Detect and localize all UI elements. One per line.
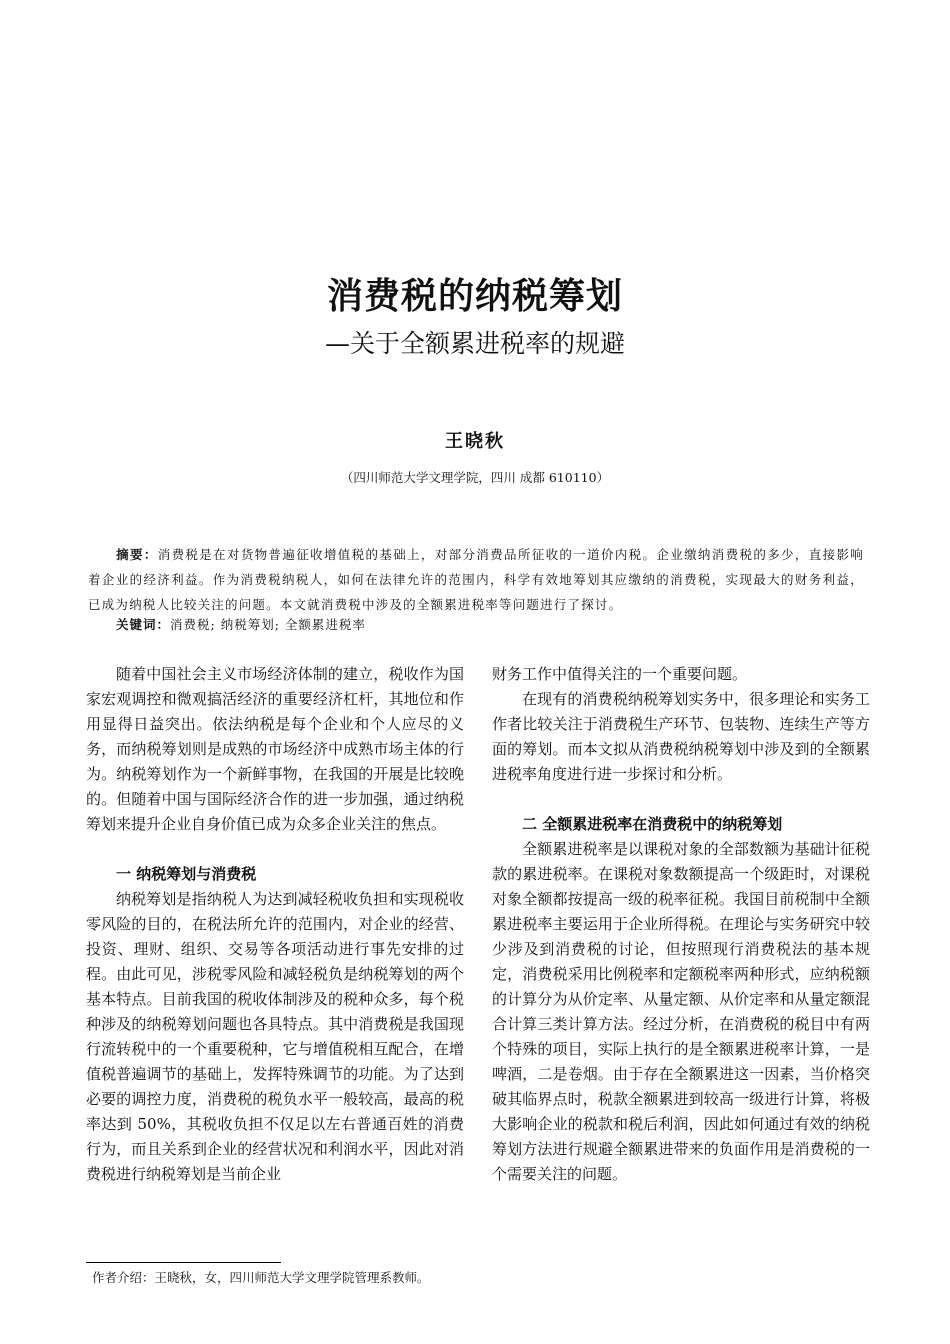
continuation-paragraph: 财务工作中值得关注的一个重要问题。 — [492, 665, 748, 683]
paper-subtitle: —关于全额累进税率的规避 — [324, 329, 625, 358]
keywords-text: 消费税; 纳税筹划; 全额累进税率 — [170, 617, 366, 632]
section-2-heading: 二 全额累进税率在消费税中的纳税筹划 — [522, 815, 783, 833]
abstract — [88, 542, 864, 617]
section-1-paragraph: 纳税筹划是指纳税人为达到减轻税收负担和实现税收零风险的目的，在税法所允许的范围内，对企业的经营、投资、理财、组织、交易等各项活动进行事先安排的过程。由此可见，涉税零风险和减轻税负是纳税筹划的两个基本特点。目前我国的税收体制涉及的税种众多，每个税种涉及的纳税筹划问题也各具特点。其中消费税是我国现行流转税中的一个重要税种，它与增值税相互配合，在增值税普遍调节的基础上，发挥特殊调节的功能。为了达到必要的调控力度，消费税的税负水平一般较高，最高的税率达到 50%，其税收负担不仅足以左右普通百姓的消费行为，而且关系到企业的经营状况和利润水平，因此对消费税进行纳税筹划是当前企业 — [86, 890, 464, 1183]
right-column — [492, 662, 870, 1187]
footnote-rule — [86, 1262, 281, 1263]
section-2-paragraph: 全额累进税率是以课税对象的全部数额为基础计征税款的累进税率。在课税对象数额提高一个级距时，对课税对象全额都按提高一级的税率征税。我国目前税制中全额累进税率主要运用于企业所得税。在理论与实务研究中较少涉及到消费税的讨论，但按照现行消费税法的基本规定，消费税采用比例税率和定额税率两种形式，应纳税额的计算分为从价定率、从量定额、从价定率和从量定额混合计算三类计算方法。经过分析，在消费税的税目中有两个特殊的项目，实际上执行的是全额累进税率计算，一是啤酒，二是卷烟。由于存在全额累进这一因素，当价格突破其临界点时，税款全额累进到较高一级进行计算，将极大影响企业的税款和税后利润，因此如何通过有效的纳税筹划方法进行规避全额累进带来的负面作用是消费税的一个需要关注的问题。 — [492, 840, 870, 1183]
abstract-text: 消费税是在对货物普遍征收增值税的基础上，对部分消费品所征收的一道价内税。企业缴纳消费税的多少，直接影响着企业的经济利益。作为消费税纳税人，如何在法律允许的范围内，科学有效地筹划其应缴纳的消费税，实现最大的财务利益，已成为纳税人比较关注的问题。本文就消费税中涉及的全额累进税率等问题进行了探讨。 — [88, 547, 865, 612]
intro-paragraph: 随着中国社会主义市场经济体制的建立，税收作为国家宏观调控和微观搞活经济的重要经济杠杆，其地位和作用显得日益突出。依法纳税是每个企业和个人应尽的义务，而纳税筹划则是成熟的市场经济中成熟市场主体的行为。纳税筹划作为一个新鲜事物，在我国的开展是比较晚的。但随着中国与国际经济合作的进一步加强，通过纳税筹划来提升企业自身价值已成为众多企业关注的焦点。 — [86, 665, 464, 833]
paper-title: 消费税的纳税筹划 — [326, 276, 623, 317]
author-name: 王晓秋 — [445, 431, 505, 452]
section-1-heading: 一 纳税筹划与消费税 — [116, 865, 257, 883]
author-affiliation: （四川师范大学文理学院，四川 成都 610110） — [340, 470, 610, 485]
keywords-label: 关键词： — [116, 617, 171, 632]
left-column — [86, 662, 464, 1187]
paragraph-2: 在现有的消费税纳税筹划实务中，很多理论和实务工作者比较关注于消费税生产环节、包装物、连续生产等方面的筹划。而本文拟从消费税纳税筹划中涉及到的全额累进税率角度进行进一步探讨和分析。 — [492, 690, 870, 783]
keywords — [116, 614, 366, 636]
abstract-label: 摘要： — [116, 547, 158, 562]
author-footnote: 作者介绍：王晓秋，女，四川师范大学文理学院管理系教师。 — [92, 1270, 430, 1285]
